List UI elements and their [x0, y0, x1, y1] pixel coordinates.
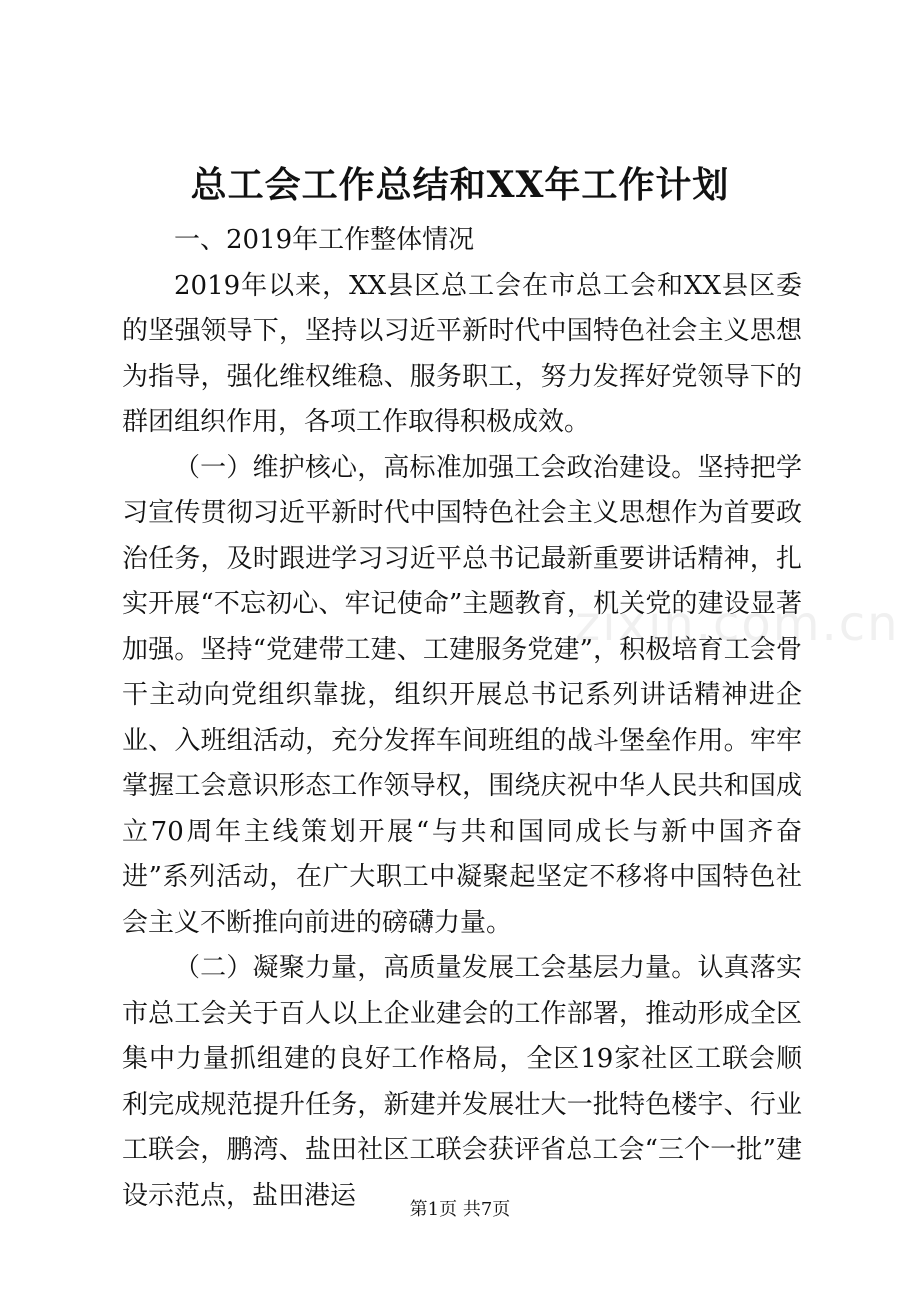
- page-footer: 第1页 共7页: [409, 1199, 511, 1220]
- intro-paragraph: 2019年以来，XX县区总工会在市总工会和XX县区委的坚强领导下，坚持以习近平新时代中国特色社会主义思想为指导，强化维权维稳、服务职工，努力发挥好党领导下的群团组织作用，各项工作取得积极成效。: [122, 270, 802, 437]
- document-title: 总工会工作总结和XX年工作计划: [190, 164, 730, 206]
- watermark: zixin.com.cn: [575, 596, 900, 652]
- document-body: [122, 218, 802, 1219]
- section-heading: 一、2019年工作整体情况: [174, 225, 475, 255]
- paragraph-political-building: （一）维护核心，高标准加强工会政治建设。坚持把学习宣传贯彻习近平新时代中国特色社会主义思想作为首要政治任务，及时跟进学习习近平总书记最新重要讲话精神，扎实开展“不忘初心、牢记使命”主题教育，机关党的建设显著加强。坚持“党建带工建、工建服务党建”，积极培育工会骨干主动向党组织靠拢，组织开展总书记系列讲话精神进企业、入班组活动，充分发挥车间班组的战斗堡垒作用。牢牢掌握工会意识形态工作领导权，围绕庆祝中华人民共和国成立70周年主线策划开展“与共和国同成长与新中国齐奋进”系列活动，在广大职工中凝聚起坚定不移将中国特色社会主义不断推向前进的磅礴力量。: [122, 452, 802, 938]
- paragraph-grassroots-strength: （二）凝聚力量，高质量发展工会基层力量。认真落实市总工会关于百人以上企业建会的工作部署，推动形成全区集中力量抓组建的良好工作格局，全区19家社区工联会顺利完成规范提升任务，新建并发展壮大一批特色楼宇、行业工联会，鹏湾、盐田社区工联会获评省总工会“三个一批”建设示范点，盐田港运: [122, 953, 802, 1211]
